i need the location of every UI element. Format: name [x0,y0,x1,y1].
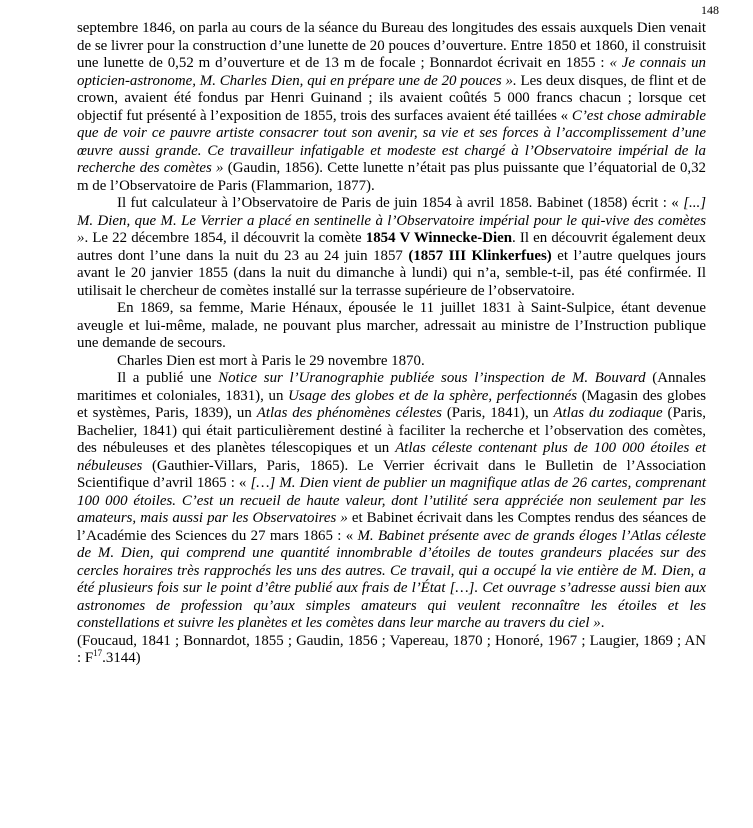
text-run: 17 [93,648,103,659]
text-run: . Le 22 décembre 1854, il découvrit la comète [84,230,366,246]
body-text [77,20,706,668]
text-run: (Paris, 1841), un [441,405,554,421]
text-run: « Je connais un opticien-astronome, M. Charles Dien, qui en prépare une de 20 pouces ». [77,55,707,89]
text-run: Il fut calculateur à l’Observatoire de Paris de juin 1854 à avril 1858. Babinet (1858) écrit : « [117,195,684,211]
text-run: (1857 III Klinkerfues) [408,247,552,264]
text-run: (Gaudin, 1856). Cette lunette n’était pas plus puissante que l’équatorial de 0,32 m de l’Observatoire de Paris (Flammarion, 1877). [77,160,706,194]
text-run: (Foucaud, 1841 ; Bonnardot, 1855 ; Gaudin, 1856 ; Vapereau, 1870 ; Honoré, 1967 ; Laugier, 1869 ; AN : F [77,632,706,666]
text-run: (Gauthier-Villars, Paris, 1865). Le Verrier écrivait dans le Bulletin de l’Association Scientifique d’avril 1865 : « [77,457,706,491]
text-run: Atlas céleste contenant plus de 100 000 étoiles et nébuleuses [77,440,706,474]
text-run: En 1869, sa femme, Marie Hénaux, épousée le 11 juillet 1831 à Saint-Sulpice, étant devenue aveugle et lui-même, malade, ne pouvant plus marcher, adressait au ministre de l’Instruction publique une demande de secours. [77,300,706,351]
text-run: 1854 V Winnecke-Dien [365,230,512,246]
text-run: Il a publié une [117,370,219,386]
text-run: et l’autre quelques jours avant le 20 janvier 1855 (dans la nuit du dimanche à lundi) qui n’a, semble-t-il, pas été confirmée. Il utilisait le chercheur de comètes installé sur la terrasse supérieure de l’observatoire. [77,247,706,299]
paragraph-p5 [77,370,706,633]
text-run: […] M. Dien vient de publier un magnifique atlas de 26 cartes, comprenant 100 000 étoiles. C’est un recueil de haute valeur, dont l’utilité sera appréciée non seulement par les amateurs, mais aussi par les Observatoires » [77,475,706,526]
text-run: M. Babinet présente avec de grands éloges l’Atlas céleste de M. Dien, qui comprend une quantité innombrable d’étoiles de toutes grandeurs placées sur des cercles horaires très rapprochés les uns des autres. Ce travail, qui a occupé la vie entière de M. Dien, a été plusieurs fois sur le point d’être publié aux frais de l’État […]. Cet ouvrage s’adresse aussi bien aux astronomes de profession qu’aux simples amateurs qui veulent reconnaître les étoiles et les constellations et suivre les planètes et les comètes dans leur marche au travers du ciel » [77,527,706,631]
text-run: (Paris, Bachelier, 1841) qui était particulièrement destiné à faciliter la recherche et l’observation des comètes, des nébuleuses et des planètes télescopiques et un [77,405,706,456]
text-run: Atlas du zodiaque [553,405,663,421]
page-number: 148 [701,3,719,17]
paragraph-p6 [77,633,706,668]
text-run: . Il en découvrit également deux autres dont l’une dans la nuit du 23 au 24 juin 1857 [77,230,707,264]
text-run: Atlas des phénomènes célestes [256,405,442,421]
text-run: . [600,615,605,631]
paragraph-p4 [77,353,706,371]
text-run: Les deux disques, de flint et de crown, avaient été fondus par Henri Guinand ; ils avaient coûtés 5 000 francs chacun ; lorsque cet objectif fut présenté à l’exposition de 1855, trois des surfaces avaient été taillées « [77,72,706,124]
text-run: (Magasin des globes et systèmes, Paris, 1839), un [77,387,707,421]
text-run: [...] M. Dien, que M. Le Verrier a placé en sentinelle à l’Observatoire impérial pour le qui-vive des comètes » [77,195,706,246]
text-run: Usage des globes et de la sphère, perfectionnés [288,387,578,404]
paragraph-p2 [77,195,706,300]
text-run: .3144) [102,650,141,666]
text-run: Notice sur l’Uranographie publiée sous l’inspection de M. Bouvard [218,370,646,386]
text-run: et Babinet écrivait dans les Comptes rendus des séances de l’Académie des Sciences du 27 mars 1865 : « [77,510,706,544]
paragraph-p1 [77,20,706,195]
text-run: Charles Dien est mort à Paris le 29 novembre 1870. [117,352,425,369]
paragraph-p3 [77,300,706,353]
text-run: septembre 1846, on parla au cours de la séance du Bureau des longitudes des essais auxquels Dien venait de se livrer pour la construction d’une lunette de 20 pouces d’ouverture. Entre 1850 et 1860, il construisit une lunette de 0,52 m d’ouverture et de 13 m de focale ; Bonnardot écrivait en 1855 : [77,20,706,71]
text-run: C’est chose admirable que de voir ce pauvre artiste consacrer tout son avenir, sa vie et ses forces à l’accomplissement d’une œuvre aussi grande. Ce travailleur infatigable et modeste est chargé à l’Observatoire impérial de la recherche des comètes » [77,107,706,176]
text-run: (Annales maritimes et coloniales, 1831), un [77,370,706,404]
